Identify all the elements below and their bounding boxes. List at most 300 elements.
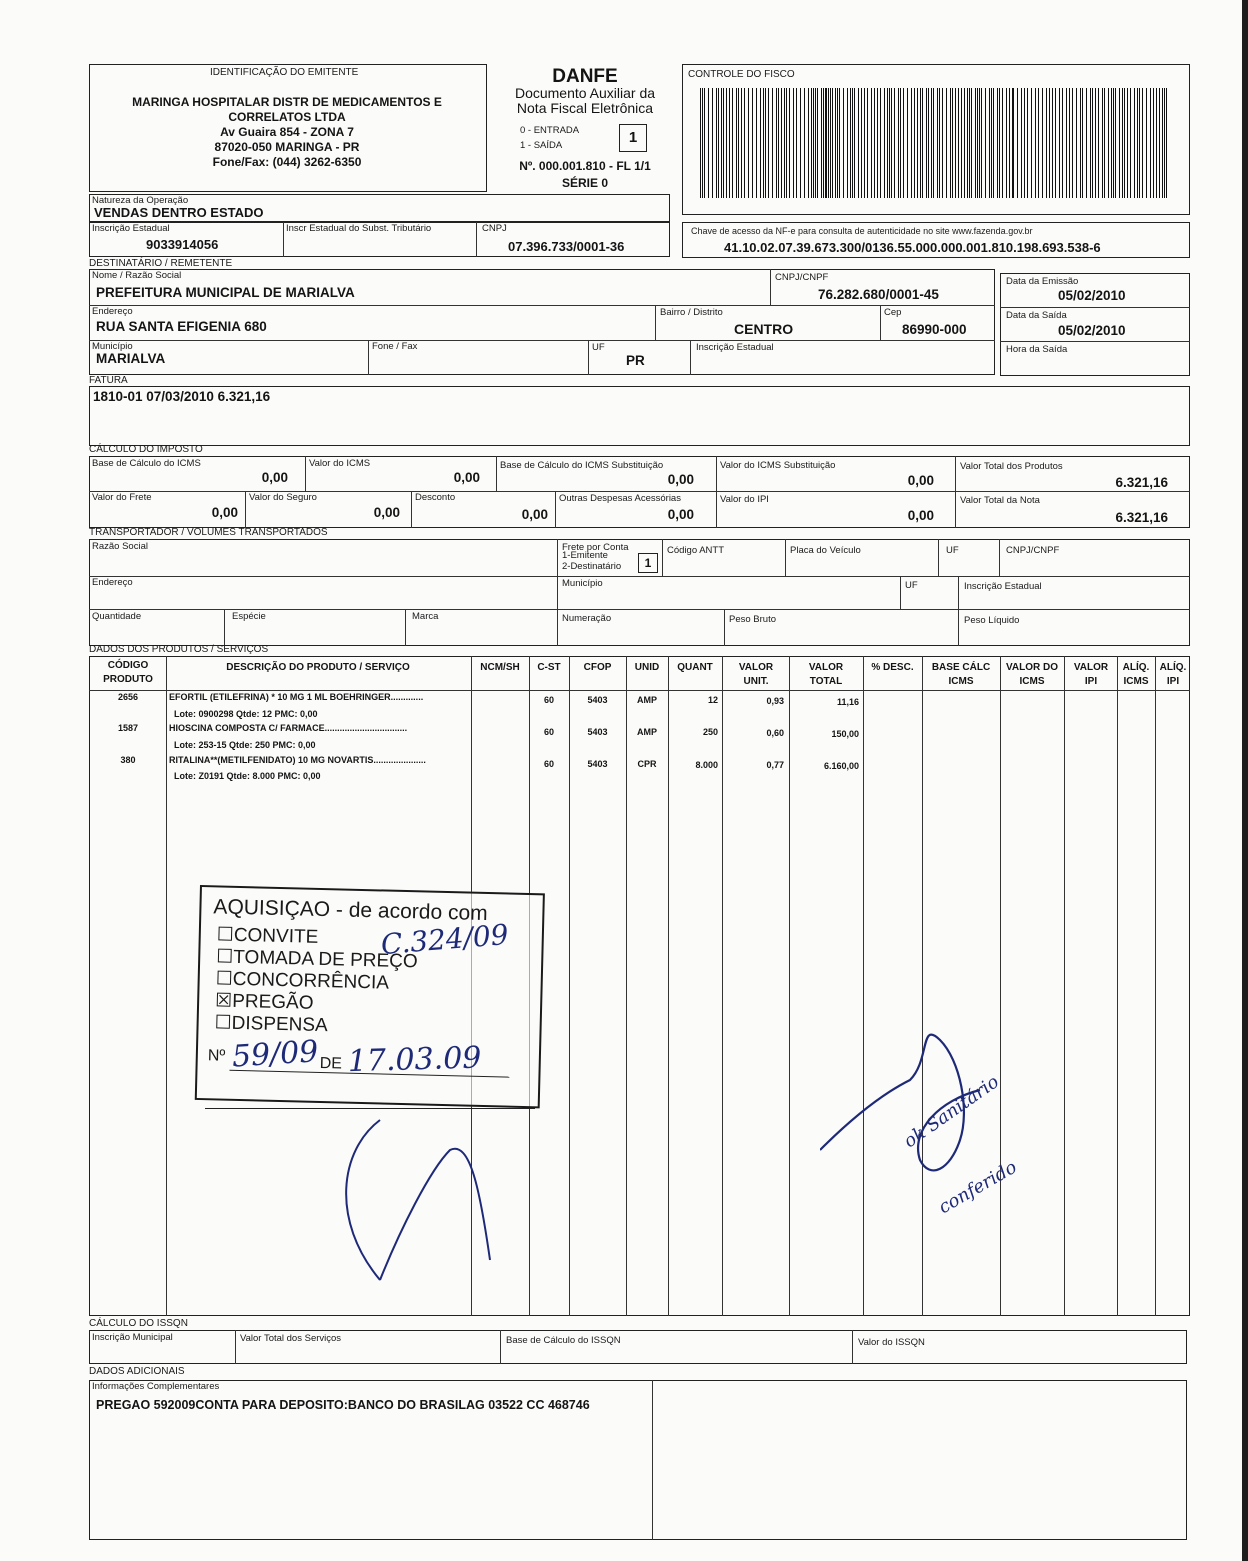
barcode-bar	[1115, 88, 1116, 198]
row1-cfop: 5403	[587, 695, 608, 705]
frete-conta-label: Frete por Conta	[562, 542, 629, 553]
stamp-dispensa: ☐DISPENSA	[214, 1012, 328, 1037]
barcode-bar	[837, 88, 838, 198]
transp-div-marca	[405, 609, 406, 646]
datas-line-2	[1000, 341, 1190, 342]
row1-vunit: 0,93	[766, 696, 784, 706]
barcode-bar	[778, 88, 779, 198]
dest-cep: 86990-000	[902, 322, 967, 337]
imp-div-1	[305, 456, 306, 491]
row1-codigo: 2656	[117, 692, 139, 702]
barcode-bar	[1098, 88, 1099, 198]
barcode-bar	[850, 88, 851, 198]
barcode-bar	[736, 88, 737, 198]
frete-label: Valor do Frete	[92, 492, 152, 503]
barcode-bar	[961, 88, 962, 198]
barcode-bar	[989, 88, 990, 198]
th-aicms: ALÍQ. ICMS	[1122, 662, 1150, 687]
barcode-bar	[804, 88, 805, 198]
danfe-serie: SÉRIE 0	[561, 176, 609, 190]
th-desc: % DESC.	[871, 662, 914, 673]
th-vipi: VALOR IPI	[1073, 662, 1109, 687]
row1-lote: Lote: 0900298 Qtde: 12 PMC: 0,00	[174, 709, 318, 719]
barcode-bar	[884, 88, 885, 198]
barcode-bar	[991, 88, 992, 198]
barcode-bar	[700, 88, 701, 198]
stamp-numero-de: DE	[319, 1054, 343, 1073]
barcode-bar	[981, 88, 982, 198]
fisco-label: CONTROLE DO FISCO	[688, 69, 795, 80]
total-nota-label: Valor Total da Nota	[960, 495, 1040, 506]
row3-unid: CPR	[637, 759, 657, 769]
barcode-bar	[854, 88, 855, 198]
emitente-name-1: MARINGA HOSPITALAR DISTR DE MEDICAMENTOS E	[132, 95, 442, 109]
barcode-bar	[796, 88, 797, 198]
ie-divider-2	[476, 222, 477, 257]
stamp-concorrencia-label: CONCORRÊNCIA	[232, 968, 390, 994]
th-aipi: ALÍQ. IPI	[1159, 662, 1187, 687]
row2-codigo: 1587	[117, 723, 139, 733]
barcode-bar	[839, 88, 840, 198]
transp-line-1	[89, 576, 1190, 577]
valor-icms-label: Valor do ICMS	[309, 458, 371, 469]
col-div-7	[722, 656, 723, 1316]
barcode-bar	[894, 88, 895, 198]
transportador-section: TRANSPORTADOR / VOLUMES TRANSPORTADOS	[89, 527, 328, 538]
dest-endereco-label: Endereço	[92, 306, 133, 317]
barcode-bar	[843, 88, 844, 198]
dest-row-line-2	[89, 340, 995, 341]
barcode-bar	[852, 88, 853, 198]
row2-vtotal: 150,00	[831, 729, 859, 739]
info-label: Informações Complementares	[92, 1381, 220, 1392]
stamp-underline	[205, 1108, 535, 1109]
issqn-base-label: Base de Cálculo do ISSQN	[506, 1335, 621, 1346]
barcode-bar	[738, 88, 739, 198]
barcode-bar	[723, 88, 724, 198]
barcode-bar	[942, 88, 943, 198]
cnpj-label: CNPJ	[482, 223, 507, 234]
row3-lote: Lote: Z0191 Qtde: 8.000 PMC: 0,00	[174, 771, 321, 781]
th-base: BASE CÁLC ICMS	[931, 662, 991, 687]
barcode-bar	[975, 88, 976, 198]
barcode-bar	[911, 88, 912, 198]
barcode-bar	[1134, 88, 1135, 198]
barcode-bar	[748, 88, 749, 198]
col-div-5	[626, 656, 627, 1316]
total-nota: 6.321,16	[1115, 510, 1168, 525]
barcode-bar	[716, 88, 717, 198]
barcode-bar	[1166, 88, 1167, 198]
row2-quant: 250	[702, 727, 718, 737]
barcode-bar	[1066, 88, 1067, 198]
issqn-div-3	[852, 1330, 853, 1364]
info-value: PREGAO 592009CONTA PARA DEPOSITO:BANCO DO BRASILAG 03522 CC 468746	[96, 1398, 590, 1412]
emissao-value: 05/02/2010	[1058, 288, 1126, 303]
row1-descricao: EFORTIL (ETILEFRINA) * 10 MG 1 ML BOEHRINGER.............	[169, 692, 424, 702]
barcode-bar	[1113, 88, 1114, 198]
adicionais-div	[652, 1380, 653, 1540]
natureza-value: VENDAS DENTRO ESTADO	[94, 205, 264, 220]
dest-row-line-1	[89, 305, 995, 306]
desconto-label: Desconto	[415, 492, 456, 503]
barcode-bar	[752, 88, 753, 198]
barcode-bar	[867, 88, 868, 198]
th-ncm: NCM/SH	[480, 662, 520, 673]
row3-descricao: RITALINA**(METILFENIDATO) 10 MG NOVARTIS.....................	[169, 755, 426, 765]
th-vunit: VALOR UNIT.	[738, 662, 774, 687]
barcode-bar	[1049, 88, 1050, 198]
barcode-bar	[999, 88, 1000, 198]
ie-label: Inscrição Estadual	[92, 223, 170, 234]
dest-div-cnpj	[770, 269, 771, 305]
barcode-bar	[1052, 88, 1053, 198]
frete-opt-1: 1-Emitente	[562, 550, 608, 561]
th-cst: C-ST	[537, 662, 561, 673]
antt-label: Código ANTT	[667, 545, 725, 556]
barcode	[700, 88, 1172, 198]
col-div-14	[1155, 656, 1156, 1316]
barcode-bar	[891, 88, 892, 198]
row2-cst: 60	[543, 727, 554, 737]
barcode-bar	[808, 88, 809, 198]
row2-unid: AMP	[637, 727, 657, 737]
row2-vunit: 0,60	[766, 728, 784, 738]
barcode-bar	[1090, 88, 1091, 198]
saida-label: Data da Saída	[1006, 310, 1067, 321]
emitente-city: 87020-050 MARINGA - PR	[214, 140, 360, 154]
barcode-bar	[744, 88, 745, 198]
transp-div-ie	[958, 576, 959, 646]
transp-municipio-label: Município	[562, 578, 603, 589]
signature-left	[320, 1110, 520, 1300]
barcode-bar	[721, 88, 722, 198]
barcode-bar	[1095, 88, 1096, 198]
barcode-bar	[907, 88, 908, 198]
dest-uf-label: UF	[592, 342, 605, 353]
barcode-bar	[1119, 88, 1120, 198]
fatura-text: 1810-01 07/03/2010 6.321,16	[93, 389, 271, 404]
barcode-bar	[887, 88, 888, 198]
danfe-subtitle-1: Documento Auxiliar da	[514, 85, 656, 101]
barcode-bar	[702, 88, 703, 198]
issqn-div-2	[500, 1330, 501, 1364]
dest-uf: PR	[626, 353, 645, 368]
row1-unid: AMP	[637, 695, 657, 705]
barcode-bar	[939, 88, 940, 198]
quantidade-label: Quantidade	[92, 611, 142, 622]
barcode-bar	[830, 88, 831, 198]
barcode-bar	[732, 88, 733, 198]
barcode-bar	[1027, 88, 1028, 198]
barcode-bar	[835, 88, 836, 198]
barcode-bar	[825, 88, 827, 198]
imp-div-2	[496, 456, 497, 491]
transp-div-placa	[785, 539, 786, 576]
ie-st-label: Inscr Estadual do Subst. Tributário	[286, 223, 432, 234]
row2-lote: Lote: 253-15 Qtde: 250 PMC: 0,00	[174, 740, 316, 750]
barcode-bar	[756, 88, 757, 198]
barcode-bar	[950, 88, 951, 198]
dest-nome-label: Nome / Razão Social	[92, 270, 182, 281]
ipi-label: Valor do IPI	[720, 494, 769, 505]
emissao-label: Data da Emissão	[1006, 276, 1079, 287]
ie-value: 9033914056	[146, 237, 219, 252]
hora-label: Hora da Saída	[1006, 344, 1068, 355]
barcode-bar	[760, 88, 761, 198]
row3-codigo: 380	[120, 755, 136, 765]
danfe-numero: Nº. 000.001.810 - FL 1/1	[519, 159, 651, 173]
barcode-bar	[877, 88, 878, 198]
imp-div-7	[555, 491, 556, 528]
dest-bairro: CENTRO	[734, 321, 794, 337]
dest-bairro-label: Bairro / Distrito	[660, 307, 723, 318]
transp-razao-label: Razão Social	[92, 541, 148, 552]
barcode-bar	[1150, 88, 1151, 198]
danfe-saida: 1 - SAÍDA	[520, 140, 563, 151]
barcode-bar	[967, 88, 968, 198]
emitente-section-label: IDENTIFICAÇÃO DO EMITENTE	[210, 67, 359, 78]
barcode-bar	[1130, 88, 1131, 198]
chave-label: Chave de acesso da NF-e para consulta de autenticidade no site www.fazenda.gov.br	[691, 226, 1033, 236]
row2-descricao: HIOSCINA COMPOSTA C/ FARMACE.................................	[169, 723, 408, 733]
barcode-bar	[718, 88, 719, 198]
barcode-bar	[712, 88, 713, 198]
especie-label: Espécie	[232, 611, 266, 622]
barcode-bar	[937, 88, 938, 198]
barcode-bar	[861, 88, 862, 198]
barcode-bar	[729, 88, 730, 198]
imp-div-4	[955, 456, 956, 528]
barcode-bar	[971, 88, 972, 198]
barcode-bar	[993, 88, 994, 198]
row3-quant: 8.000	[695, 760, 718, 770]
barcode-bar	[821, 88, 822, 198]
danfe-title: DANFE	[552, 66, 618, 87]
barcode-bar	[1080, 88, 1081, 198]
row1-quant: 12	[707, 695, 718, 705]
placa-label: Placa do Veículo	[790, 545, 861, 556]
barcode-bar	[1108, 88, 1109, 198]
col-div-1	[166, 656, 167, 1316]
barcode-bar	[917, 88, 918, 198]
barcode-bar	[781, 88, 782, 198]
barcode-bar	[847, 88, 848, 198]
th-vtotal: VALOR TOTAL	[808, 662, 844, 687]
imp-div-6	[411, 491, 412, 528]
base-st: 0,00	[667, 472, 694, 487]
barcode-bar	[977, 88, 978, 198]
stamp-tomada-label: TOMADA DE PREÇO	[233, 946, 418, 973]
barcode-bar	[741, 88, 742, 198]
stamp-convite: ☐CONVITE	[216, 924, 319, 948]
barcode-bar	[817, 88, 818, 198]
transp-div-especie	[224, 609, 225, 646]
col-div-6	[668, 656, 669, 1316]
issqn-im-label: Inscrição Municipal	[92, 1332, 173, 1343]
th-codigo: CÓDIGO PRODUTO	[103, 660, 153, 685]
danfe-entrada: 0 - ENTRADA	[520, 125, 580, 136]
transp-ie-label: Inscrição Estadual	[964, 581, 1042, 592]
outras-label: Outras Despesas Acessórias	[559, 493, 681, 504]
barcode-bar	[985, 88, 986, 198]
barcode-bar	[1162, 88, 1163, 198]
barcode-bar	[784, 88, 785, 198]
stamp-convite-label: CONVITE	[233, 924, 319, 948]
barcode-bar	[726, 88, 727, 198]
barcode-bar	[858, 88, 859, 198]
barcode-bar	[1017, 88, 1018, 198]
barcode-bar	[898, 88, 899, 198]
dest-div-cep	[880, 305, 881, 340]
barcode-bar	[1038, 88, 1039, 198]
barcode-bar	[1035, 88, 1036, 198]
dest-cep-label: Cep	[884, 307, 902, 318]
dest-cnpj-label: CNPJ/CNPF	[775, 272, 829, 283]
barcode-bar	[889, 88, 890, 198]
barcode-bar	[914, 88, 915, 198]
issqn-section: CÁLCULO DO ISSQN	[89, 1318, 188, 1329]
peso-liquido-label: Peso Líquido	[964, 615, 1020, 626]
col-div-8	[789, 656, 790, 1316]
barcode-bar	[789, 88, 790, 198]
barcode-bar	[979, 88, 980, 198]
barcode-bar	[1062, 88, 1063, 198]
frete-value-box: 1	[638, 553, 658, 573]
barcode-bar	[997, 88, 998, 198]
barcode-bar	[1006, 88, 1007, 198]
barcode-bar	[864, 88, 865, 198]
barcode-bar	[813, 88, 814, 198]
emitente-address: Av Guaira 854 - ZONA 7	[220, 125, 354, 139]
frete-value: 0,00	[211, 505, 238, 520]
barcode-bar	[1009, 88, 1010, 198]
dest-div-uf	[588, 340, 589, 375]
valor-st-label: Valor do ICMS Substituição	[720, 460, 836, 471]
issqn-servicos-label: Valor Total dos Serviços	[240, 1333, 342, 1344]
barcode-bar	[823, 88, 824, 198]
barcode-bar	[926, 88, 927, 198]
imposto-section: CÁLCULO DO IMPOSTO	[89, 444, 203, 455]
barcode-bar	[1076, 88, 1077, 198]
barcode-bar	[958, 88, 959, 198]
produtos-section: DADOS DOS PRODUTOS / SERVIÇOS	[89, 644, 269, 655]
emitente-phone: Fone/Fax: (044) 3262-6350	[212, 155, 362, 169]
seguro-value: 0,00	[373, 505, 400, 520]
emitente-name-2: CORRELATOS LTDA	[228, 110, 346, 124]
barcode-bar	[1012, 88, 1014, 198]
stamp-numero-prefix: Nº	[207, 1047, 226, 1065]
barcode-bar	[1139, 88, 1140, 198]
imp-div-5	[245, 491, 246, 528]
barcode-bar	[1122, 88, 1123, 198]
barcode-bar	[1002, 88, 1003, 198]
row1-vtotal: 11,16	[836, 697, 859, 707]
imp-div-3	[716, 456, 717, 528]
barcode-bar	[832, 88, 833, 198]
dest-div-bairro	[655, 305, 656, 340]
barcode-bar	[1102, 88, 1103, 198]
ipi-value: 0,00	[907, 508, 934, 523]
transp-div-peso	[724, 609, 725, 646]
barcode-bar	[933, 88, 934, 198]
dest-cnpj: 76.282.680/0001-45	[818, 287, 939, 302]
marca-label: Marca	[412, 611, 439, 622]
barcode-bar	[776, 88, 777, 198]
issqn-valor-label: Valor do ISSQN	[858, 1337, 925, 1348]
peso-bruto-label: Peso Bruto	[729, 614, 776, 625]
valor-st: 0,00	[907, 473, 934, 488]
barcode-bar	[955, 88, 956, 198]
barcode-bar	[1069, 88, 1070, 198]
barcode-bar	[969, 88, 970, 198]
barcode-bar	[1153, 88, 1154, 198]
barcode-bar	[874, 88, 875, 198]
handwritten-note-1: ok Sanitário	[900, 1071, 1004, 1153]
outras-value: 0,00	[667, 507, 694, 522]
barcode-bar	[708, 88, 709, 198]
barcode-bar	[1127, 88, 1128, 198]
saida-value: 05/02/2010	[1058, 323, 1126, 338]
valor-icms: 0,00	[453, 470, 480, 485]
adicionais-section: DADOS ADICIONAIS	[89, 1366, 185, 1377]
chave-value: 41.10.02.07.39.673.300/0136.55.000.000.001.810.198.693.538-6	[724, 240, 1101, 255]
barcode-bar	[928, 88, 929, 198]
fatura-section: FATURA	[89, 375, 128, 386]
barcode-bar	[880, 88, 881, 198]
transp-uf2-label: UF	[905, 580, 918, 591]
barcode-bar	[1156, 88, 1157, 198]
total-produtos: 6.321,16	[1115, 475, 1168, 490]
row3-cfop: 5403	[587, 759, 608, 769]
stamp-concorrencia: ☐CONCORRÊNCIA	[215, 968, 390, 994]
stamp-pregao-label: PREGÃO	[231, 990, 314, 1014]
stamp-hand-convite: C.324/09	[379, 917, 510, 962]
barcode-bar	[1137, 88, 1138, 198]
frete-opt-2: 2-Destinatário	[562, 561, 622, 572]
barcode-bar	[900, 88, 901, 198]
danfe-subtitle-2: Nota Fiscal Eletrônica	[516, 100, 654, 116]
barcode-bar	[920, 88, 921, 198]
destinatario-section: DESTINATÁRIO / REMETENTE	[89, 258, 233, 269]
stamp-tomada: ☐TOMADA DE PREÇO	[215, 946, 418, 973]
dest-fone-label: Fone / Fax	[372, 341, 418, 352]
stamp-dispensa-label: DISPENSA	[231, 1012, 328, 1037]
transp-div-frete	[557, 539, 558, 646]
danfe-tipo-box: 1	[619, 124, 647, 152]
barcode-bar	[952, 88, 953, 198]
col-div-4	[569, 656, 570, 1316]
th-unid: UNID	[634, 662, 660, 673]
stamp-title: AQUISIÇAO - de acordo com	[213, 895, 488, 926]
th-cfop: CFOP	[583, 662, 612, 673]
stamp-hand-numero: 59/09	[230, 1034, 320, 1075]
dest-div-fone	[368, 340, 369, 375]
barcode-bar	[1124, 88, 1125, 198]
dest-ie-label: Inscrição Estadual	[696, 342, 774, 353]
row1-cst: 60	[543, 695, 554, 705]
col-div-13	[1117, 656, 1118, 1316]
dest-nome: PREFEITURA MUNICIPAL DE MARIALVA	[96, 285, 355, 300]
barcode-bar	[768, 88, 769, 198]
row2-cfop: 5403	[587, 727, 608, 737]
barcode-bar	[763, 88, 764, 198]
ie-divider-1	[283, 222, 284, 257]
row3-vtotal: 6.160,00	[823, 761, 859, 771]
base-st-label: Base de Cálculo do ICMS Substituição	[500, 460, 664, 471]
handwritten-note-2: conferido	[935, 1156, 1021, 1219]
transp-cnpj-label: CNPJ/CNPF	[1006, 545, 1060, 556]
